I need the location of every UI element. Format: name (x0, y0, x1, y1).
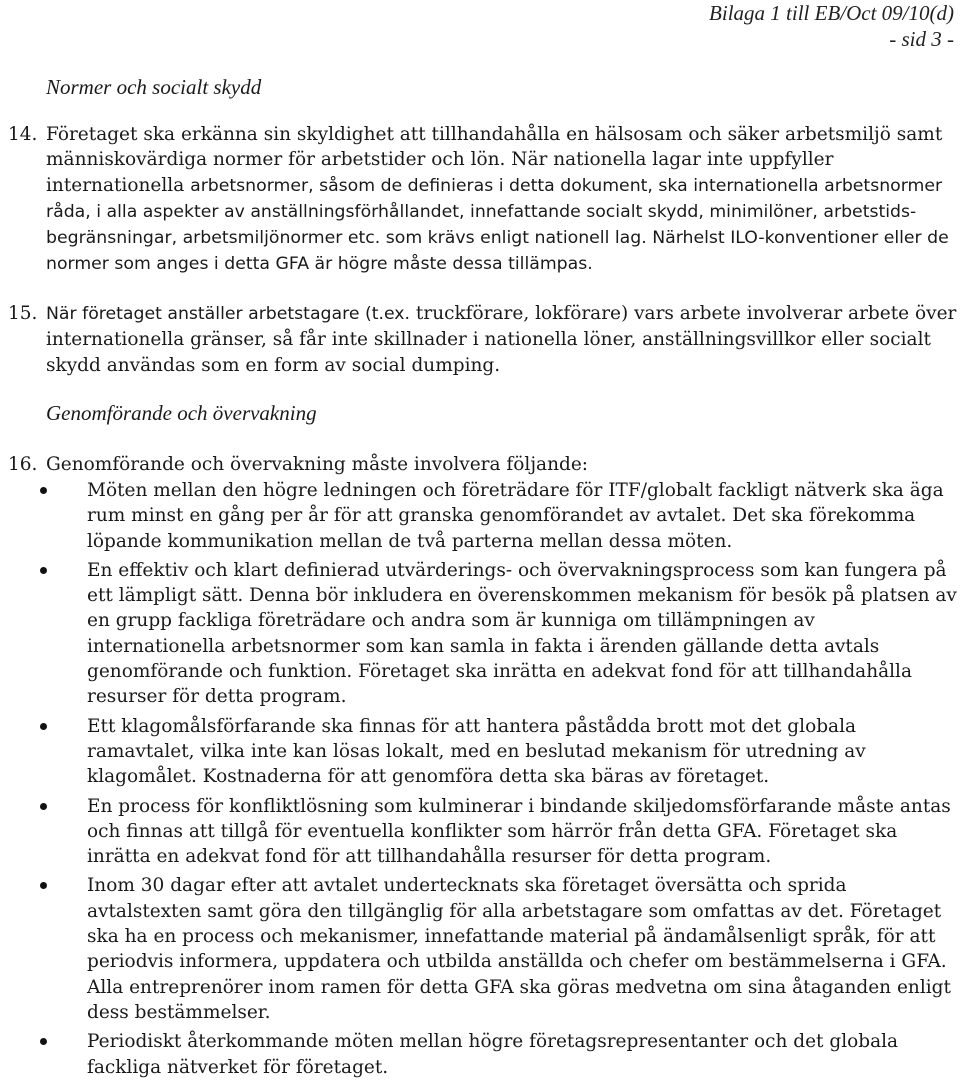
paragraph-number: 16. (8, 454, 38, 475)
list-item-text: Periodiskt återkommande möten mellan högre företagsrepresentanter och det globala fackliga nätverket för företaget. (87, 1031, 899, 1078)
list-item (0, 1029, 958, 1080)
section-title-norms: Normer och socialt skydd (46, 75, 262, 99)
paragraph-text-sans: arbetsnormer, såsom de definieras i detta dokument, ska internationella arbetsnormer råda, i alla aspekter av anställningsförhållandet, innefattande socialt skydd, minimilöner, arbetstids-begränsningar, arbetsmiljönormer etc. som krävs enligt nationell lag. Närhelst ILO-konventioner eller de normer som anges i detta GFA är högre måste dessa tillämpas. (46, 175, 949, 275)
paragraph-14 (8, 122, 958, 278)
list-item-text: En process för konfliktlösning som kulminerar i bindande skiljedomsförfarande måste antas och finnas att tillgå för eventuella konflikter som härrör från detta GFA. Företaget ska inrätta en adekvat fond för att tillhandahålla resurser för detta program. (87, 795, 951, 868)
list-item-text: Ett klagomålsförfarande ska finnas för att hantera påstådda brott mot det globala ramavtalet, vilka inte kan lösas lokalt, med en beslutad mekanism för utredning av klagomålet. Kostnaderna för att genomföra detta ska bäras av företaget. (87, 715, 866, 788)
list-item (0, 558, 958, 710)
paragraph-text-sans: När företaget anställer arbetstagare (t.ex. (46, 304, 411, 324)
list-item (0, 794, 958, 870)
paragraph-text-serif: Företaget ska erkänna sin skyldighet att tillhandahålla en hälsosam och säker arbetsmiljö samt människovärdiga normer för arbetstider och lön. När nationella lagar inte uppfyller internationella (46, 124, 943, 196)
bullet-icon (40, 1038, 47, 1045)
paragraph-number: 15. (8, 303, 38, 324)
page-header (709, 0, 954, 52)
paragraph-number: 14. (8, 124, 38, 145)
bullet-icon (40, 723, 47, 730)
paragraph-body (46, 301, 958, 378)
paragraph-15 (8, 301, 958, 378)
list-item-text: En effektiv och klart definierad utvärderings- och övervakningsprocess som kan fungera på ett lämpligt sätt. Denna bör inkludera en överenskommen mekanism för besök på platsen av en grupp fackliga företrädare och andra som är kunniga om tillämpningen av internationella arbetsnormer som kan samla in fakta i ärenden gällande detta avtals genomförande och funktion. Företaget ska inrätta en adekvat fond för att tillhandahålla resurser för detta program. (87, 559, 957, 708)
list-item (0, 478, 958, 554)
list-item-text: Inom 30 dagar efter att avtalet undertecknats ska företaget översätta och sprida avtalstexten samt göra den tillgänglig för alla arbetstagare som omfattas av det. Företaget ska ha en process och mekanismer, innefattande material på ändamålsenligt språk, för att periodvis informera, uppdatera och utbilda anställda och chefer om bestämmelserna i GFA. Alla entreprenörer inom ramen för detta GFA ska göras medvetna om sina åtaganden enligt dess bestämmelser. (87, 875, 951, 1023)
list-item (0, 873, 958, 1025)
list-item-text: Möten mellan den högre ledningen och företrädare för ITF/globalt fackligt nätverk ska äga rum minst en gång per år för att granska genomförandet av avtalet. Det ska förekomma löpande kommunikation mellan de två parterna mellan dessa möten. (87, 480, 944, 552)
header-attachment-ref: Bilaga 1 till EB/Oct 09/10(d) (709, 1, 954, 25)
bullet-icon (40, 487, 47, 494)
list-item (0, 714, 958, 790)
paragraph-body: Genomförande och övervakning måste involvera följande: (46, 454, 589, 475)
section-title-implementation: Genomförande och övervakning (46, 401, 317, 425)
bullet-icon (40, 567, 47, 574)
paragraph-text-serif: truckförare, lokförare) vars arbete involverar arbete över internationella gränser, så får inte skillnader i nationella löner, anställningsvillkor eller socialt skydd användas som en form av social dumping. (46, 303, 957, 376)
header-page-number: - sid 3 - (889, 27, 954, 51)
paragraph-body (46, 122, 958, 278)
bullet-list (0, 478, 958, 1084)
paragraph-16 (8, 452, 958, 477)
bullet-icon (40, 803, 47, 810)
bullet-icon (40, 882, 47, 889)
